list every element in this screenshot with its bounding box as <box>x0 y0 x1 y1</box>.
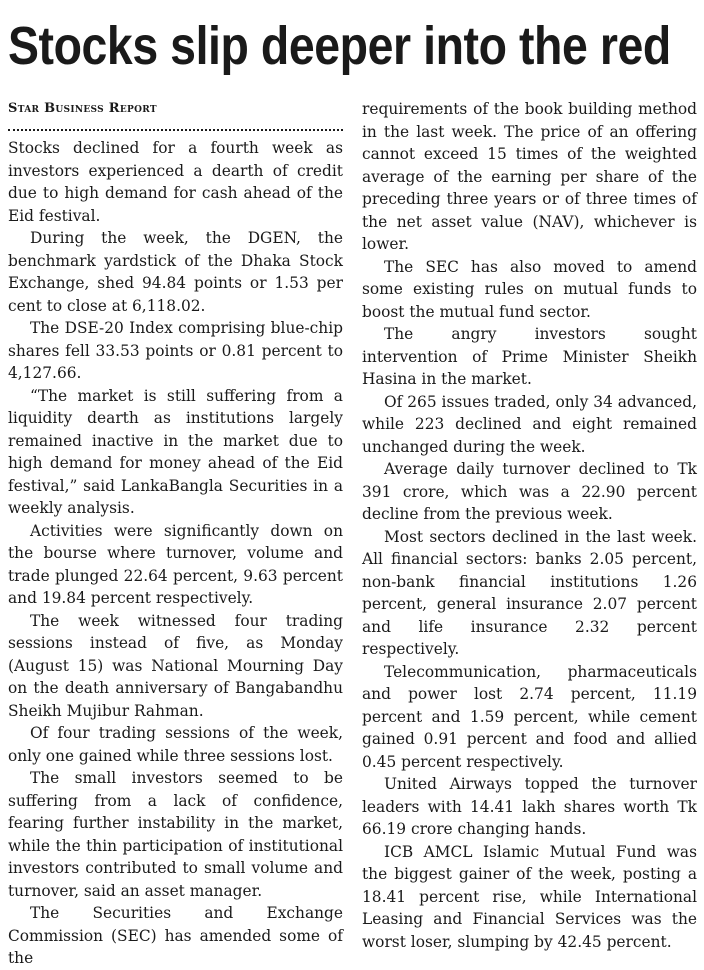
paragraph: United Airways topped the turnover leaders with 14.41 lakh shares worth Tk 66.19 crore changing hands. <box>362 775 697 838</box>
paragraph: Of 265 issues traded, only 34 advanced, while 223 declined and eight remained unchanged during the week. <box>362 392 697 456</box>
paragraph: During the week, the DGEN, the benchmark yardstick of the Dhaka Stock Exchange, shed 94.84 points or 1.53 per cent to close at 6,118.02. <box>8 229 343 315</box>
paragraph: Activities were significantly down on the bourse where turnover, volume and trade plunged 22.64 percent, 9.63 percent and 19.84 percent respectively. <box>8 521 343 607</box>
paragraph: Most sectors declined in the last week. All financial sectors: banks 2.05 percent, non-bank financial institutions 1.26 percent, general insurance 2.07 percent and life insurance 2.32 percent respectively. <box>362 527 697 658</box>
byline: Star Business Report <box>8 101 157 116</box>
paragraph: Average daily turnover declined to Tk 391 crore, which was a 22.90 percent decline from the previous week. <box>362 460 697 523</box>
paragraph: The SEC has also moved to amend some existing rules on mutual funds to boost the mutual fund sector. <box>362 257 697 321</box>
paragraph: Stocks declined for a fourth week as investors experienced a dearth of credit due to high demand for cash ahead of the Eid festival. <box>8 139 343 225</box>
paragraph: The week witnessed four trading sessions instead of five, as Monday (August 15) was National Mourning Day on the death anniversary of Bangabandhu Sheikh Mujibur Rahman. <box>8 611 343 720</box>
paragraph: The small investors seemed to be suffering from a lack of confidence, fearing further instability in the market, while the thin participation of institutional investors contributed to small volume and turnover, said an asset manager. <box>8 769 343 900</box>
paragraph: “The market is still suffering from a liquidity dearth as institutions largely remained inactive in the market due to high demand for money ahead of the Eid festival,” said LankaBangla Securities in a weekly analysis. <box>8 386 343 517</box>
paragraph: Telecommunication, pharmaceuticals and power lost 2.74 percent, 11.19 percent and 1.59 percent, while cement gained 0.91 percent and food and allied 0.45 percent respectively. <box>362 662 697 771</box>
paragraph: The DSE-20 Index comprising blue-chip shares fell 33.53 points or 0.81 percent to 4,127.66. <box>8 319 343 382</box>
paragraph-continued: requirements of the book building method in the last week. The price of an offering cannot exceed 15 times of the weighted average of the earning per share of the preceding three years or of three times of the net asset value (NAV), whichever is lower. <box>362 100 697 253</box>
headline-text: Stocks slip deeper into the red <box>8 16 671 76</box>
paragraph: The angry investors sought intervention of Prime Minister Sheikh Hasina in the market. <box>362 325 697 388</box>
article-column-1 <box>8 98 343 970</box>
headline <box>8 4 700 88</box>
paragraph: Of four trading sessions of the week, only one gained while three sessions lost. <box>8 724 343 765</box>
article-column-2 <box>362 98 697 953</box>
paragraph: ICB AMCL Islamic Mutual Fund was the biggest gainer of the week, posting a 18.41 percent rise, while International Leasing and Financial Services was the worst loser, slumping by 42.45 percent. <box>362 842 697 951</box>
paragraph: The Securities and Exchange Commission (SEC) has amended some of the <box>8 904 343 967</box>
dotted-divider <box>8 120 343 131</box>
